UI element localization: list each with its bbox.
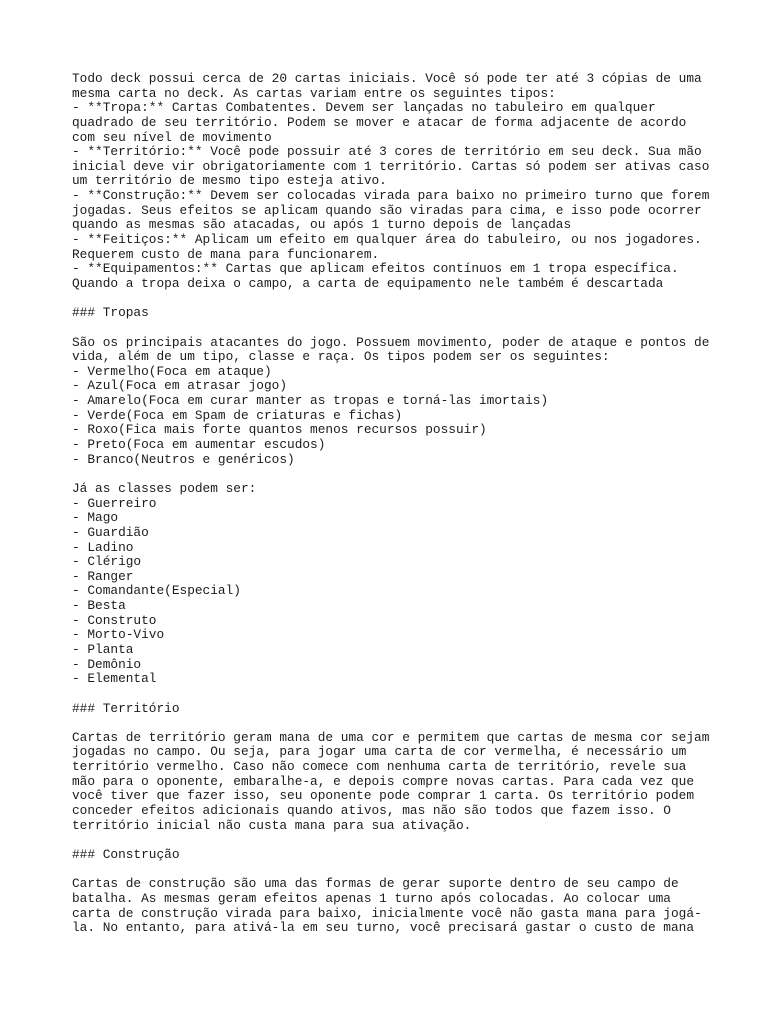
text-line: - Demônio — [72, 656, 142, 672]
text-line: Cartas de construção são uma das formas de gerar suporte dentro de seu campo de — [72, 876, 679, 892]
section-heading: ### Tropas — [72, 305, 149, 321]
text-line: Cartas de território geram mana de uma cor e permitem que cartas de mesma cor sejam — [72, 729, 710, 745]
text-line: jogadas no campo. Ou seja, para jogar uma carta de cor vermelha, é necessário um — [72, 744, 687, 760]
text-line: - Preto(Foca em aumentar escudos) — [72, 437, 326, 453]
text-line: São os principais atacantes do jogo. Possuem movimento, poder de ataque e pontos de — [72, 334, 710, 350]
text-line — [72, 467, 732, 482]
text-line: - **Equipamentos:** Cartas que aplicam efeitos contínuos em 1 tropa específica. — [72, 261, 679, 277]
text-line: carta de construção virada para baixo, inicialmente você não gasta mana para jogá- — [72, 905, 702, 921]
section-heading: ### Construção — [72, 846, 180, 862]
text-line — [72, 687, 732, 702]
text-line: um território de mesmo tipo esteja ativo. — [72, 173, 387, 189]
text-line: - **Construção:** Devem ser colocadas virada para baixo no primeiro turno que forem — [72, 188, 710, 204]
text-line: - **Território:** Você pode possuir até 3 cores de território em seu deck. Sua mão — [72, 144, 702, 160]
text-line: - Comandante(Especial) — [72, 583, 241, 599]
text-line: quando as mesmas são atacadas, ou após 1 turno depois de lançadas — [72, 217, 572, 233]
text-line: vida, além de um tipo, classe e raça. Os tipos podem ser os seguintes: — [72, 349, 610, 365]
text-line: - Branco(Neutros e genéricos) — [72, 451, 295, 467]
text-line — [72, 321, 732, 336]
text-line: - Morto-Vivo — [72, 627, 165, 643]
text-line: - Guerreiro — [72, 495, 157, 511]
text-line: você tiver que fazer isso, seu oponente pode comprar 1 carta. Os território podem — [72, 788, 695, 804]
text-line: Todo deck possui cerca de 20 cartas iniciais. Você só pode ter até 3 cópias de uma — [72, 71, 702, 86]
text-line: - Besta — [72, 598, 126, 614]
text-line: território inicial não custa mana para sua ativação. — [72, 817, 472, 833]
section-heading: ### Território — [72, 700, 180, 716]
text-line: - Planta — [72, 641, 134, 657]
text-line: conceder efeitos adicionais quando ativos, mas não são todos que fazem isso. O — [72, 803, 671, 819]
text-line: jogadas. Seus efeitos se aplicam quando são viradas para cima, e isso pode ocorrer — [72, 202, 702, 218]
document-page — [72, 72, 732, 936]
text-line: - Verde(Foca em Spam de criaturas e fichas) — [72, 407, 403, 423]
text-line: território vermelho. Caso não comece com nenhuma carta de território, revele sua — [72, 759, 687, 775]
text-line: - Vermelho(Foca em ataque) — [72, 363, 272, 379]
text-line: - Amarelo(Foca em curar manter as tropas e torná-las imortais) — [72, 393, 549, 409]
text-line: mão para o oponente, embaralhe-a, e depois compre novas cartas. Para cada vez que — [72, 773, 695, 789]
text-line: - Ladino — [72, 539, 134, 555]
text-line: mesma carta no deck. As cartas variam entre os seguintes tipos: — [72, 85, 556, 101]
text-line: - Azul(Foca em atrasar jogo) — [72, 378, 288, 394]
text-line: com seu nível de movimento — [72, 129, 272, 145]
text-line — [72, 292, 732, 307]
text-line: la. No entanto, para ativá-la em seu turno, você precisará gastar o custo de mana — [72, 920, 695, 936]
text-line: batalha. As mesmas geram efeitos apenas 1 turno após colocadas. Ao colocar uma — [72, 890, 671, 906]
text-line: Já as classes podem ser: — [72, 480, 257, 496]
text-line: - Elemental — [72, 671, 157, 687]
text-line: - Mago — [72, 510, 119, 526]
text-line: Quando a tropa deixa o campo, a carta de equipamento nele também é descartada — [72, 275, 664, 291]
text-line: Requerem custo de mana para funcionarem. — [72, 246, 380, 262]
text-line: - **Feitiços:** Aplicam um efeito em qualquer área do tabuleiro, ou nos jogadores. — [72, 232, 702, 248]
text-line — [72, 716, 732, 731]
text-line: inicial deve vir obrigatoriamente com 1 território. Cartas só podem ser ativas caso — [72, 158, 710, 174]
text-line: - Guardião — [72, 524, 149, 540]
text-line — [72, 833, 732, 848]
text-line — [72, 863, 732, 878]
text-line: - Ranger — [72, 568, 134, 584]
text-line: quadrado de seu território. Podem se mover e atacar de forma adjacente de acordo — [72, 114, 687, 130]
text-line: - **Tropa:** Cartas Combatentes. Devem ser lançadas no tabuleiro em qualquer — [72, 100, 656, 116]
text-line: - Clérigo — [72, 554, 142, 570]
text-line: - Construto — [72, 612, 157, 628]
text-line: - Roxo(Fica mais forte quantos menos recursos possuir) — [72, 422, 487, 438]
